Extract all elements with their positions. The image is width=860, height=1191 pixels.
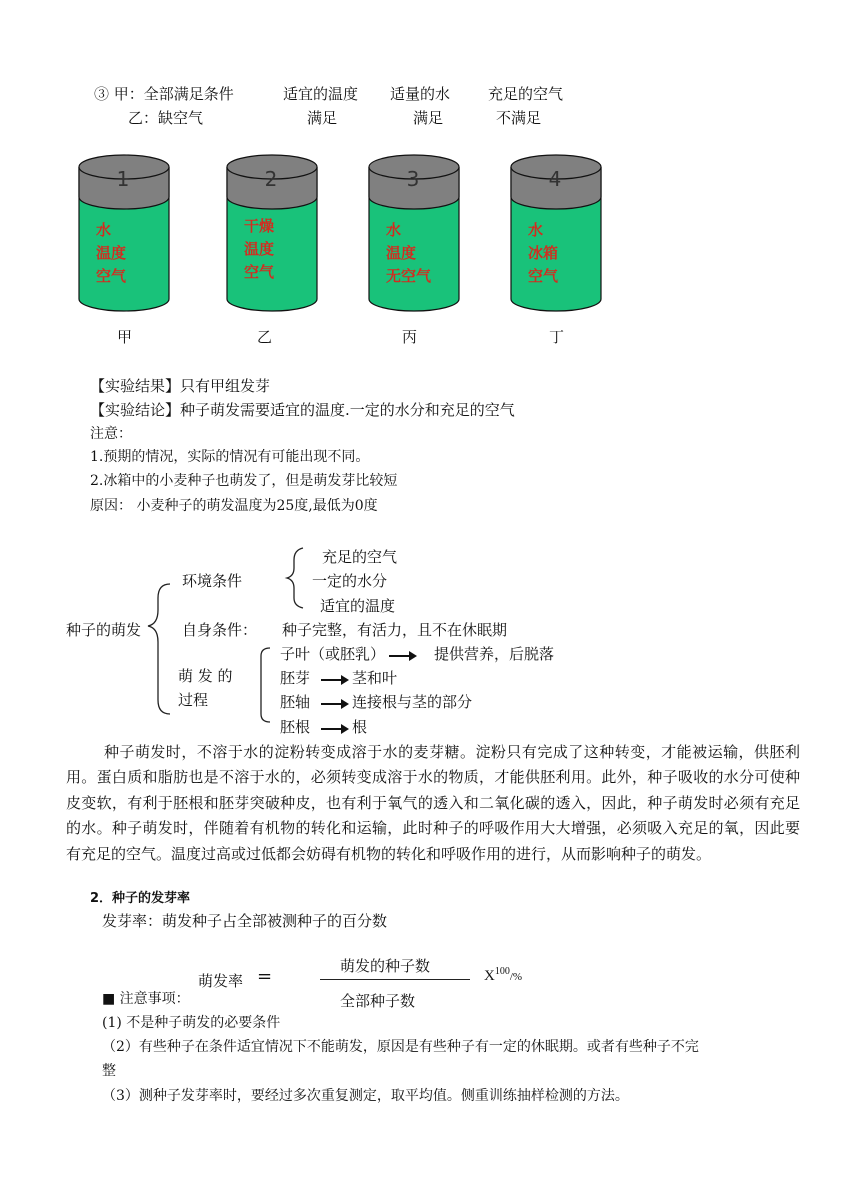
cylinder-label: 丁: [549, 328, 565, 346]
intro-row1-col4: 充足的空气: [488, 85, 564, 103]
intro-row2-col1: 乙：缺空气: [128, 109, 204, 127]
note-title: 注意：: [90, 426, 132, 442]
intro-row2-col4: 不满足: [496, 109, 542, 127]
process-label-line2: 过程: [178, 691, 209, 709]
self-conditions-label: 自身条件：: [182, 621, 258, 639]
formula-denominator: 全部种子数: [340, 992, 416, 1010]
self-conditions-text: 种子完整，有活力，且不在休眠期: [282, 621, 508, 639]
cylinder-condition: 空气: [528, 267, 559, 285]
cylinder-condition: 温度: [386, 244, 417, 262]
reason-text: 原因： 小麦种子的萌发温度为25度,最低为0度: [90, 498, 378, 514]
process-result: 根: [352, 718, 368, 736]
cylinder-condition: 冰箱: [528, 244, 559, 262]
section2-heading: 2．种子的发芽率: [90, 891, 191, 906]
note-2: 2.冰箱中的小麦种子也萌发了，但是萌发芽比较短: [90, 473, 398, 489]
note-item-1: (1) 不是种子萌发的必要条件: [102, 1015, 281, 1031]
env-item-temperature: 适宜的温度: [320, 597, 396, 615]
cylinder-number: 1: [116, 167, 130, 191]
cylinder-number: 2: [264, 167, 278, 191]
note-1: 1.预期的情况，实际的情况有可能出现不同。: [90, 449, 370, 465]
cylinder-condition: 水: [96, 221, 112, 239]
arrow-icon: [388, 645, 418, 667]
cylinder-condition: 水: [528, 221, 544, 239]
process-part: 胚芽: [280, 669, 311, 687]
experiment-result: 【实验结果】只有甲组发芽: [90, 377, 271, 395]
cylinder-condition: 空气: [96, 267, 127, 285]
process-label-line1: 萌 发 的: [178, 667, 233, 685]
note-item-3: （3）测种子发芽率时，要经过多次重复测定，取平均值。侧重训练抽样检测的方法。: [102, 1088, 629, 1104]
experiment-conclusion: 【实验结论】种子萌发需要适宜的温度.一定的水分和充足的空气: [90, 401, 515, 419]
process-result: 茎和叶: [352, 669, 398, 687]
env-item-water: 一定的水分: [312, 572, 388, 590]
arrow-icon: [320, 718, 350, 740]
formula-equals: =: [257, 966, 273, 987]
germination-rate-definition: 发芽率：萌发种子占全部被测种子的百分数: [102, 912, 388, 930]
note-item-2-cont: 整: [102, 1063, 116, 1079]
cylinder-number: 3: [406, 167, 420, 191]
cylinder-condition: 空气: [244, 263, 275, 281]
intro-row1-col1: ③ 甲：全部满足条件: [94, 85, 234, 103]
intro-row2-col2: 满足: [307, 109, 338, 127]
formula-numerator: 萌发的种子数: [340, 957, 431, 975]
arrow-icon: [320, 669, 350, 691]
process-part: 胚根: [280, 718, 311, 736]
process-part: 子叶（或胚乳）: [280, 645, 386, 663]
cylinder-condition: 水: [386, 221, 402, 239]
env-conditions-label: 环境条件: [182, 572, 243, 590]
formula-multiplier: $X^{100}/\%$: [484, 966, 523, 984]
cylinder-label: 丙: [402, 328, 418, 346]
note-item-2: （2）有些种子在条件适宜情况下不能萌发，原因是有些种子有一定的休眠期。或者有些种子不完: [102, 1039, 699, 1055]
intro-row1-col3: 适量的水: [390, 85, 451, 103]
notes-title: ■ 注意事项：: [102, 991, 190, 1007]
cylinder-condition: 温度: [96, 244, 127, 262]
cylinder-label: 乙: [257, 328, 273, 346]
arrow-icon: [320, 693, 350, 715]
intro-row1-col2: 适宜的温度: [283, 85, 359, 103]
diagram-root: 种子的萌发: [66, 621, 142, 639]
env-item-air: 充足的空气: [322, 548, 398, 566]
cylinder-condition: 温度: [244, 240, 275, 258]
explanation-paragraph: 种子萌发时，不溶于水的淀粉转变成溶于水的麦芽糖。淀粉只有完成了这种转变，才能被运输，供胚利用。蛋白质和脂肪也是不溶于水的，必须转变成溶于水的物质，才能供胚利用。此外，种子吸收的水分可使种皮变软，有利于胚根和胚芽突破种皮，也有利于氧气的透入和二氧化碳的透入，因此，种子萌发时必须有充足的水。种子萌发时，伴随着有机物的转化和运输，此时种子的呼吸作用大大增强，必须吸入充足的氧，因此要有充足的空气。温度过高或过低都会妨碍有机物的转化和呼吸作用的进行，从而影响种子的萌发。: [66, 743, 800, 863]
cylinder-condition: 无空气: [386, 267, 432, 285]
process-result: 提供营养，后脱落: [434, 645, 555, 663]
cylinder-condition: 干燥: [244, 217, 275, 235]
cylinder-label: 甲: [117, 328, 133, 346]
intro-row2-col3: 满足: [413, 109, 444, 127]
formula-lhs: 萌发率: [198, 972, 244, 990]
process-part: 胚轴: [280, 693, 311, 711]
cylinder-number: 4: [548, 167, 562, 191]
formula-fraction-bar: [320, 979, 470, 980]
process-result: 连接根与茎的部分: [352, 693, 473, 711]
